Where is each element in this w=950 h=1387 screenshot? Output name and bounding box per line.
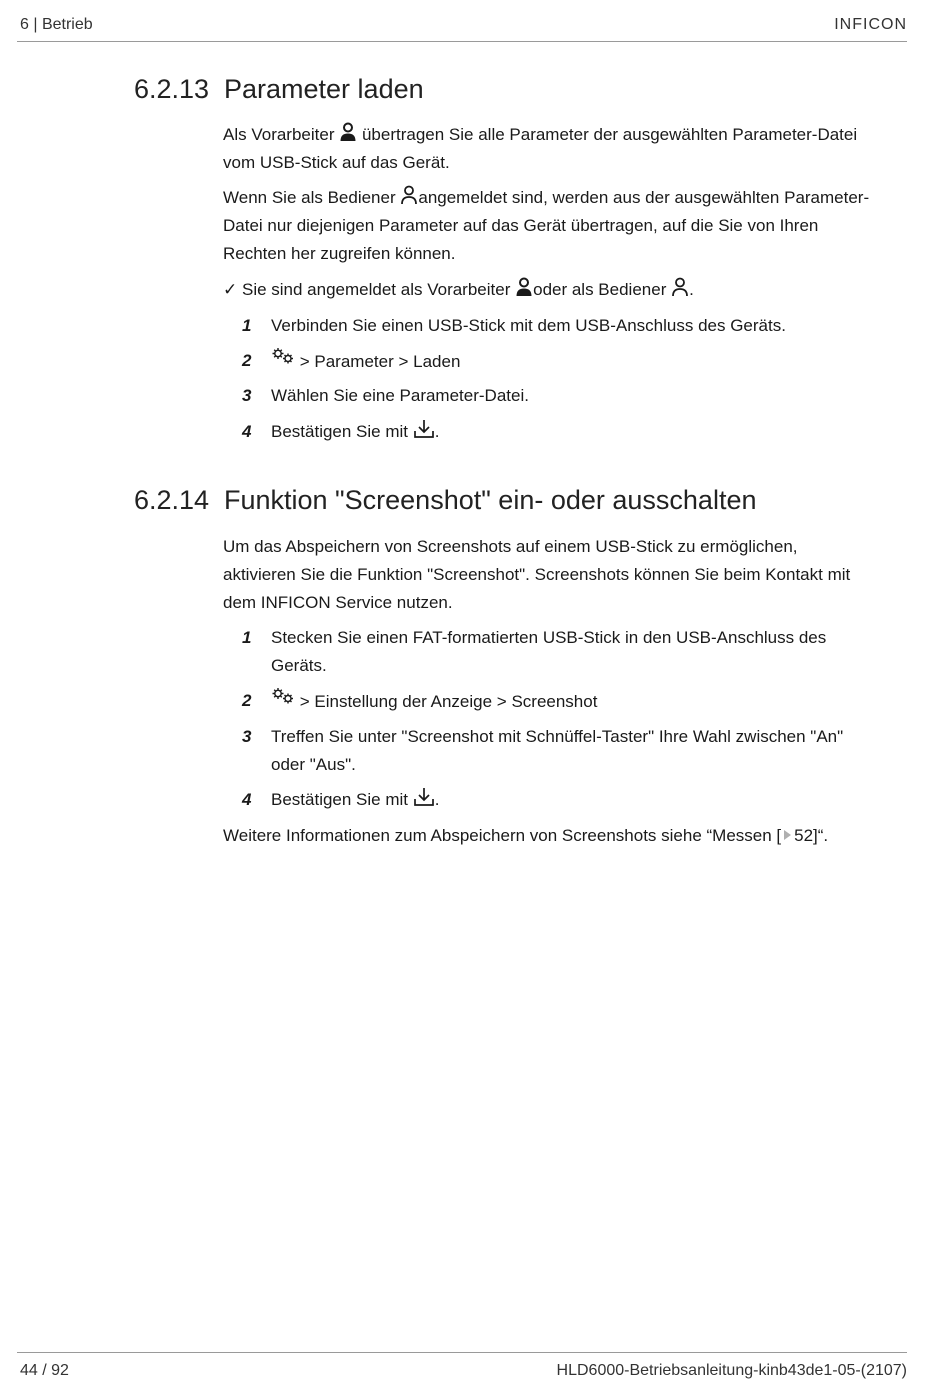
step-text: Bestätigen Sie mit — [271, 422, 409, 441]
text: Wenn Sie als Bediener — [223, 188, 396, 207]
step-text: Bestätigen Sie mit — [271, 790, 409, 809]
step-text: > Einstellung der Anzeige > Screenshot — [299, 692, 598, 711]
triangle-right-icon — [783, 829, 792, 841]
section-title-text: Parameter laden — [224, 74, 424, 104]
text: Sie sind angemeldet als Vorarbeiter — [241, 280, 511, 299]
text: . — [689, 280, 694, 299]
gears-icon — [271, 347, 295, 365]
step-text: Wählen Sie eine Parameter-Datei. — [271, 386, 529, 405]
person-outline-icon — [400, 185, 418, 205]
paragraph-operator — [223, 184, 913, 268]
text: angemeldet sind, werden aus der ausgewählten Parameter- — [418, 188, 870, 207]
step-text: Stecken Sie einen FAT-formatierten USB-Stick in den USB-Anschluss des — [271, 628, 827, 647]
section-title-screenshot — [134, 485, 756, 516]
text: Datei nur diejenigen Parameter auf das Gerät übertragen, auf die Sie von Ihren — [223, 216, 819, 235]
footer-page-number: 44 / 92 — [20, 1362, 69, 1379]
text: vom USB-Stick auf das Gerät. — [223, 153, 450, 172]
text: oder als Bediener — [533, 280, 667, 299]
reference-note — [223, 822, 913, 850]
step — [223, 723, 913, 779]
step-number: 2 — [242, 691, 252, 710]
section-title-parameter-laden — [134, 74, 424, 105]
text: Als Vorarbeiter — [223, 125, 335, 144]
text: übertragen Sie alle Parameter der ausgewählten Parameter-Datei — [361, 125, 858, 144]
header-brand: INFICON — [834, 16, 907, 33]
step — [223, 382, 913, 410]
cross-reference-link[interactable] — [783, 822, 792, 850]
step-text: > Parameter > Laden — [299, 352, 461, 371]
gears-icon — [271, 687, 295, 705]
step-number: 2 — [242, 351, 252, 370]
step-number: 4 — [242, 790, 252, 809]
text: aktivieren Sie die Funktion "Screenshot". Screenshots können Sie beim Kontakt mit — [223, 565, 851, 584]
header-chapter: 6 | Betrieb — [20, 16, 93, 33]
step-number: 1 — [242, 316, 252, 335]
checkmark-icon: ✓ — [223, 280, 238, 299]
paragraph-foreman — [223, 121, 913, 177]
prerequisite — [223, 276, 694, 304]
download-icon — [413, 787, 435, 807]
step-text-tail: . — [434, 422, 440, 441]
step-number: 1 — [242, 628, 252, 647]
step — [223, 624, 913, 680]
section-number: 6.2.13 — [134, 74, 210, 104]
footer-rule — [17, 1352, 907, 1353]
step-text: Geräts. — [271, 656, 327, 675]
text: Rechten her zugreifen können. — [223, 244, 456, 263]
person-outline-icon — [671, 277, 689, 297]
step — [223, 786, 913, 814]
step — [223, 312, 913, 340]
cross-reference-page[interactable]: 52]“. — [794, 826, 829, 845]
step-number: 3 — [242, 386, 252, 405]
footer-document-id: HLD6000-Betriebsanleitung-kinb43de1-05-(2107) — [556, 1362, 907, 1379]
step — [223, 418, 913, 446]
person-filled-icon — [339, 122, 357, 142]
step-number: 4 — [242, 422, 252, 441]
step-number: 3 — [242, 727, 252, 746]
text: Um das Abspeichern von Screenshots auf einem USB-Stick zu ermöglichen, — [223, 537, 798, 556]
header-rule — [17, 41, 907, 42]
step-text-tail: . — [434, 790, 440, 809]
step-text: oder "Aus". — [271, 755, 356, 774]
download-icon — [413, 419, 435, 439]
text: Weitere Informationen zum Abspeichern von Screenshots siehe “Messen [ — [223, 826, 782, 845]
step — [223, 347, 913, 376]
step — [223, 687, 913, 716]
person-filled-icon — [515, 277, 533, 297]
section-number: 6.2.14 — [134, 485, 210, 515]
paragraph-screenshot-intro — [223, 533, 913, 617]
step-text: Treffen Sie unter "Screenshot mit Schnüffel-Taster" Ihre Wahl zwischen "An" — [271, 727, 844, 746]
text: dem INFICON Service nutzen. — [223, 593, 453, 612]
step-text: Verbinden Sie einen USB-Stick mit dem USB-Anschluss des Geräts. — [271, 316, 786, 335]
section-title-text: Funktion "Screenshot" ein- oder ausschalten — [224, 485, 757, 515]
